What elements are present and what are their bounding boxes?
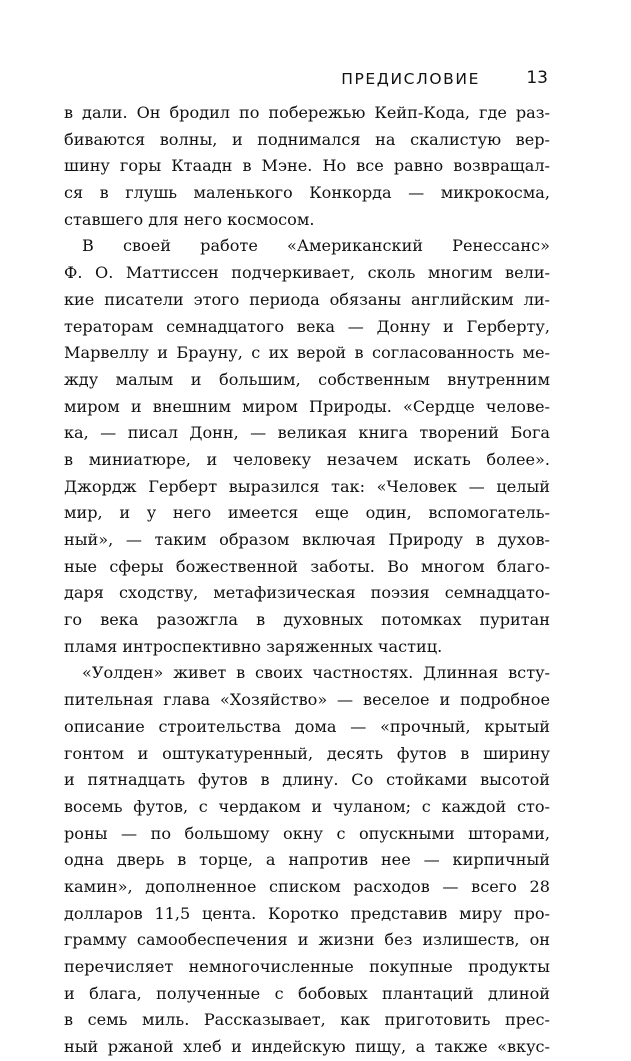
text-line: и блага, полученные с бобовых плантаций длиной [64,983,550,1003]
text-line: описание строительства дома — «прочный, крытый [64,716,550,736]
text-line: ный ржаной хлеб и индейскую пищу, а также «вкус- [64,1037,550,1057]
text-line: в дали. Он бродил по побережью Кейп-Кода, где раз- [64,103,550,122]
text-line: пламя интроспективно заряженных частиц. [64,636,443,656]
text-line: жду малым и большим, собственным внутренним [64,369,550,389]
text-line: ные сферы божественной заботы. Во многом благо- [64,556,550,576]
text-line: гонтом и оштукатуренный, десять футов в ширину [64,743,550,763]
text-line: роны — по большому окну с опускными шторами, [64,823,550,843]
text-line: го века разожгла в духовных потомках пуритан [64,610,550,630]
text-line: Джордж Герберт выразился так: «Человек — целый [64,476,550,496]
text-line: ный», — таким образом включая Природу в духов- [64,530,550,549]
text-line: В своей работе «Американский Ренессанс» [82,236,550,256]
page-number: 13 [526,68,548,88]
body-text [64,100,550,1061]
text-line: грамму самообеспечения и жизни без излишеств, он [64,930,550,950]
text-line: «Уолден» живет в своих частностях. Длинная всту- [82,663,550,683]
text-line: пительная глава «Хозяйство» — веселое и подробное [64,690,550,710]
text-line: шину горы Ктаадн в Мэне. Но все равно возвращал- [64,156,550,176]
text-line: даря сходству, метафизическая поэзия семнадцато- [64,583,550,603]
text-line: камин», дополненное списком расходов — всего 28 [64,876,550,896]
text-line: и пятнадцать футов в длину. Со стойками высотой [64,770,550,790]
text-line: мир, и у него имеется еще один, вспомогатель- [64,503,550,523]
text-line: ка, — писал Донн, — великая книга творений Бога [64,423,550,443]
text-line: биваются волны, и поднимался на скалистую вер- [64,129,550,149]
text-line: восемь футов, с чердаком и чуланом; с каждой сто- [64,796,550,816]
text-line: ставшего для него космосом. [64,209,315,229]
text-line: миром и внешним миром Природы. «Сердце челове- [64,396,550,416]
text-line: в семь миль. Рассказывает, как приготовить прес- [64,1010,550,1030]
text-line: перечисляет немногочисленные покупные продукты [64,957,550,976]
text-line: долларов 11,5 цента. Коротко представив миру про- [64,903,550,923]
text-line: в миниатюре, и человеку незачем искать более». [64,449,550,469]
text-line: тераторам семнадцатого века — Донну и Герберту, [64,316,550,336]
running-title: ПРЕДИСЛОВИЕ [341,70,480,88]
text-line: ся в глушь маленького Конкорда — микрокосма, [64,183,550,203]
running-header [70,66,548,92]
text-line: Марвеллу и Брауну, с их верой в согласованность ме- [64,343,550,363]
text-line: Ф. О. Маттиссен подчеркивает, сколь многим вели- [64,263,550,283]
text-line: кие писатели этого периода обязаны английским ли- [64,289,550,309]
text-line: одна дверь в торце, а напротив нее — кирпичный [64,850,550,870]
